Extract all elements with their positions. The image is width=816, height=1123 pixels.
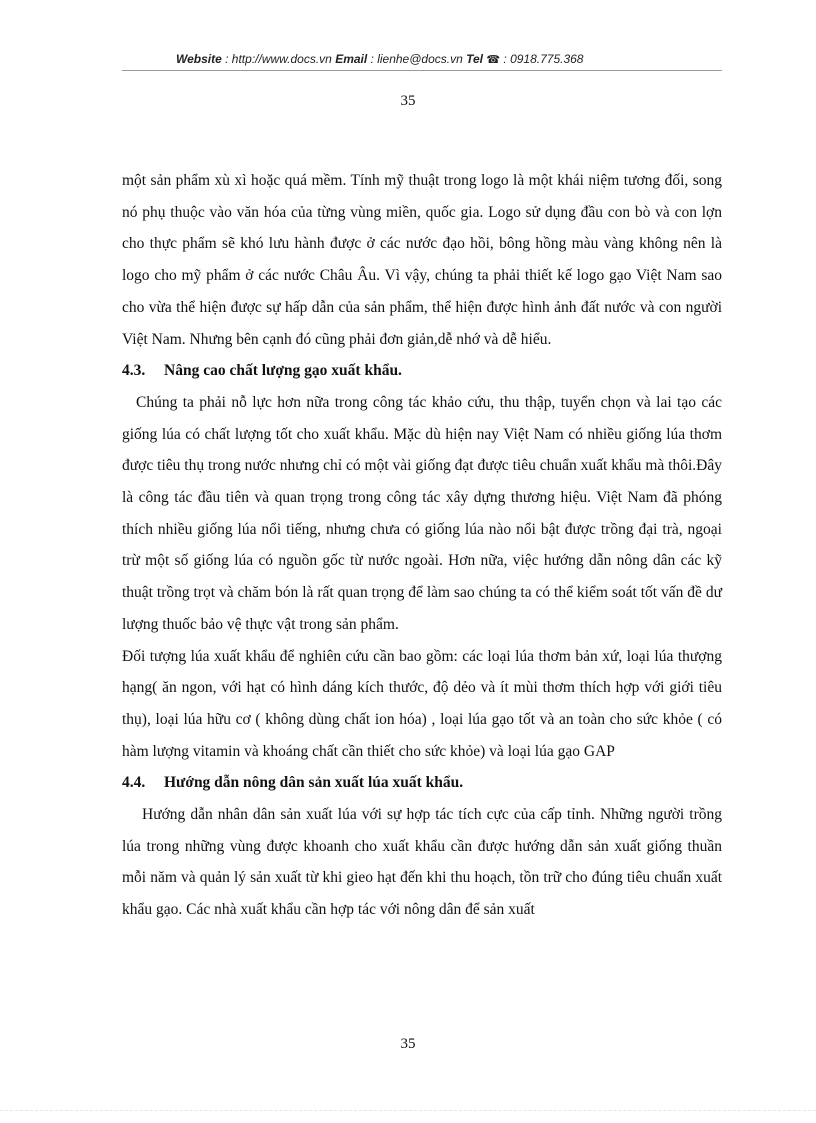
website-label: Website [176,52,222,66]
page-number-top: 35 [400,93,416,109]
section-heading-4-4 [122,767,722,799]
paragraph-rice-quality: Chúng ta phải nỗ lực hơn nữa trong công tác khảo cứu, thu thập, tuyển chọn và lai tạo các giống lúa có chất lượng tốt cho xuất khẩu. Mặc dù hiện nay Việt Nam có nhiều giống lúa thơm được tiêu thụ trong nước nhưng chỉ có một vài giống đạt được tiêu chuẩn xuất khẩu mà thôi.Đây là công tác đầu tiên và quan trọng trong công tác xây dựng thương hiệu. Việt Nam đã phóng thích nhiều giống lúa nổi tiếng, nhưng chưa có giống lúa nào nổi bật được trồng đại trà, ngoại trừ một số giống lúa có nguồn gốc từ nước ngoài. Hơn nữa, việc hướng dẫn nông dân các kỹ thuật trồng trọt và chăm bón là rất quan trọng để làm sao chúng ta có thể kiểm soát tốt vấn đề dư lượng thuốc bảo vệ thực vật trong sản phẩm. [122,393,722,633]
email-address[interactable]: : lienhe@docs.vn [367,52,467,66]
page-number-bottom: 35 [400,1036,416,1052]
paragraph-export-rice-types: Đối tượng lúa xuất khẩu để nghiên cứu cần bao gồm: các loại lúa thơm bản xứ, loại lúa thượng hạng( ăn ngon, với hạt có hình dáng kích thước, độ dẻo và ít mùi thơm thích hợp với giới tiêu thụ), loại lúa hữu cơ ( không dùng chất ion hóa) , loại lúa gạo tốt và an toàn cho sức khỏe ( có hàm lượng vitamin và khoáng chất cần thiết cho sức khỏe) và loại lúa gạo GAP [122,647,722,760]
section-number: 4.3. [122,362,146,380]
page-bottom-edge [0,1110,816,1111]
paragraph-farmer-guidance: Hướng dẫn nhân dân sản xuất lúa với sự hợp tác tích cực của cấp tỉnh. Những người trồng lúa trong những vùng được khoanh cho xuất khẩu cần được hướng dẫn sản xuất giống thuần mỗi năm và quản lý sản xuất từ khi gieo hạt đến khi thu hoạch, tồn trữ cho đúng tiêu chuẩn xuất khẩu gạo. Các nhà xuất khẩu cần hợp tác với nông dân để sản xuất [122,806,722,919]
telephone-icon: ☎ [486,54,501,66]
section-heading-4-3 [122,355,722,387]
section-number: 4.4. [122,774,146,792]
section-title: Nâng cao chất lượng gạo xuất khẩu. [164,362,402,380]
email-label: Email [335,52,368,66]
header-rule [122,70,722,71]
tel-number: : 0918.775.368 [500,52,584,66]
document-body [122,165,722,926]
page-header [176,52,640,66]
section-title: Hướng dẫn nông dân sản xuất lúa xuất khẩu. [164,774,464,792]
paragraph-logo-aesthetics: một sản phẩm xù xì hoặc quá mềm. Tính mỹ thuật trong logo là một khái niệm tương đối, song nó phụ thuộc vào văn hóa của từng vùng miền, quốc gia. Logo sử dụng đầu con bò và con lợn cho thực phẩm sẽ khó lưu hành được ở các nước đạo hồi, bông hồng màu vàng không nên là logo cho mỹ phẩm ở các nước Châu Âu. Vì vậy, chúng ta phải thiết kế logo gạo Việt Nam sao cho vừa thể hiện được sự hấp dẫn của sản phẩm, thể hiện được hình ảnh đất nước và con người Việt Nam. Nhưng bên cạnh đó cũng phải đơn giản,dễ nhớ và dễ hiểu. [122,172,722,348]
website-url[interactable]: : http://www.docs.vn [221,52,336,66]
tel-label: Tel [466,52,484,66]
